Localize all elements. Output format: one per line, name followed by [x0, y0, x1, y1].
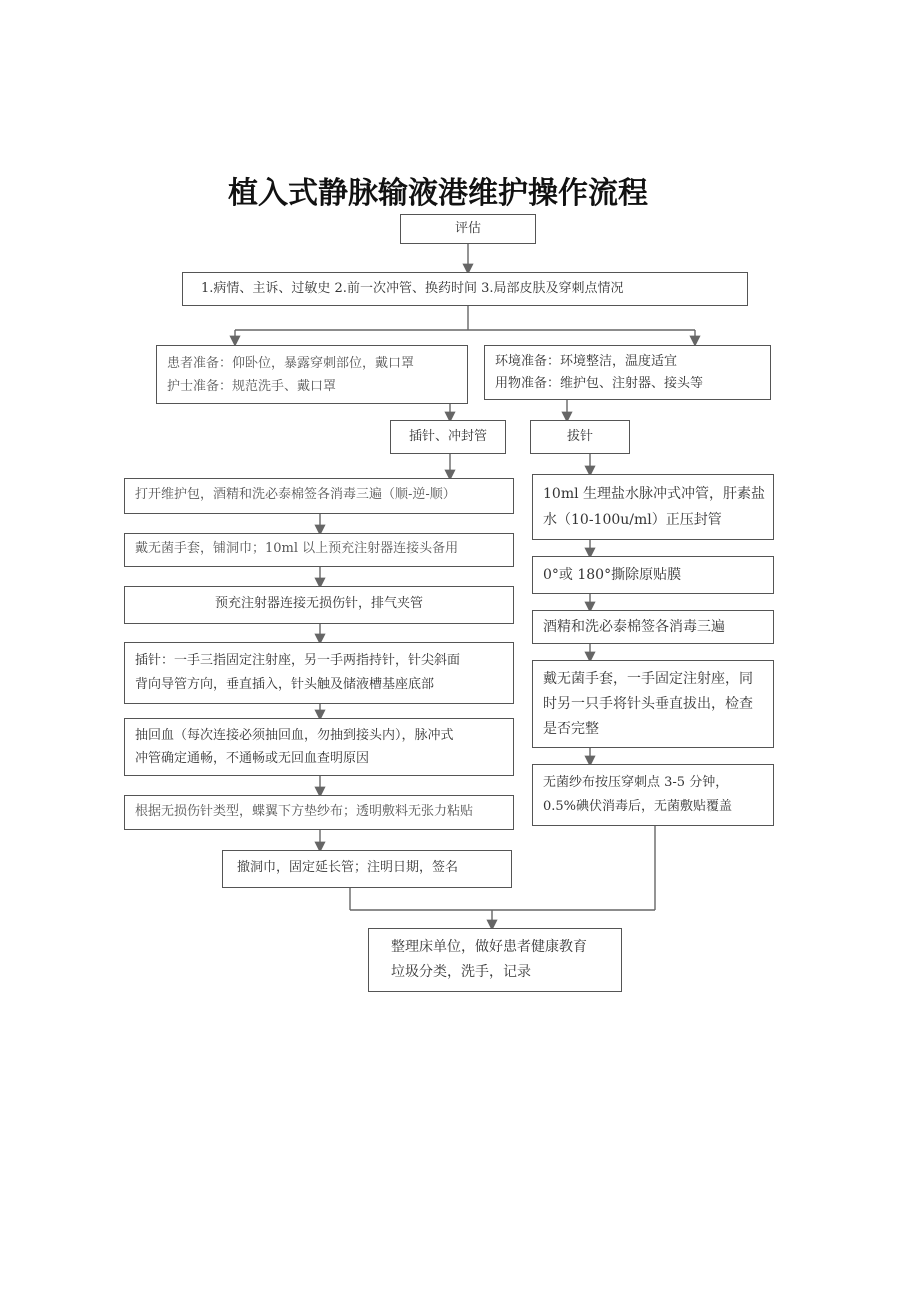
- branch-insert-box: [390, 420, 506, 454]
- final-line1: 整理床单位，做好患者健康教育: [391, 939, 587, 955]
- supply-prep-text: 用物准备：维护包、注射器、接头等: [495, 376, 704, 391]
- right-step-3-text: 酒精和洗必泰棉签各消毒三遍: [543, 619, 725, 635]
- right-step-4-line3: 是否完整: [543, 721, 599, 737]
- assess-box: [400, 214, 536, 244]
- env-prep-text: 环境准备：环境整洁，温度适宜: [495, 354, 678, 369]
- right-step-4: [532, 660, 774, 748]
- left-step-1-text: 打开维护包，酒精和洗必泰棉签各消毒三遍（顺-逆-顺）: [135, 487, 456, 502]
- right-step-4-line1: 戴无菌手套，一手固定注射座，同: [543, 671, 753, 687]
- right-step-5-line2: 0.5%碘伏消毒后，无菌敷贴覆盖: [543, 799, 733, 814]
- assess-items-text: 1.病情、主诉、过敏史 2.前一次冲管、换药时间 3.局部皮肤及穿刺点情况: [201, 281, 624, 296]
- right-step-1-line1: 10ml 生理盐水脉冲式冲管，肝素盐: [543, 486, 766, 502]
- left-step-4-line1: 插针：一手三指固定注射座，另一手两指持针，针尖斜面: [135, 653, 461, 668]
- left-step-4: [124, 642, 514, 704]
- left-step-3: [124, 586, 514, 624]
- left-step-7: [222, 850, 512, 888]
- left-step-3-text: 预充注射器连接无损伤针，排气夹管: [214, 596, 423, 611]
- prep-left-box: [156, 345, 468, 404]
- final-line2: 垃圾分类，洗手，记录: [391, 964, 531, 980]
- left-step-4-line2: 背向导管方向，垂直插入，针头触及储液槽基座底部: [135, 677, 435, 692]
- nurse-prep-text: 护士准备：规范洗手、戴口罩: [167, 379, 337, 394]
- right-step-4-line2: 时另一只手将针头垂直拔出，检查: [543, 696, 753, 712]
- left-step-5-line2: 冲管确定通畅，不通畅或无回血查明原因: [135, 751, 370, 766]
- left-step-5: [124, 718, 514, 776]
- right-step-3: [532, 610, 774, 644]
- page-title: 植入式静脉输液港维护操作流程: [228, 176, 648, 211]
- branch-remove-label: 拔针: [566, 429, 593, 444]
- branch-insert-label: 插针、冲封管: [408, 429, 487, 444]
- left-step-2: [124, 533, 514, 567]
- branch-remove-box: [530, 420, 630, 454]
- left-step-5-line1: 抽回血（每次连接必须抽回血，勿抽到接头内），脉冲式: [135, 728, 454, 743]
- assess-label: 评估: [454, 221, 481, 236]
- patient-prep-text: 患者准备：仰卧位，暴露穿刺部位，戴口罩: [167, 356, 415, 371]
- left-step-6-text: 根据无损伤针类型，蝶翼下方垫纱布；透明敷料无张力粘贴: [135, 804, 474, 819]
- right-step-2-text: 0°或 180°撕除原贴膜: [543, 567, 682, 583]
- right-step-2: [532, 556, 774, 594]
- left-step-6: [124, 795, 514, 830]
- left-step-2-text: 戴无菌手套，铺洞巾；10ml 以上预充注射器连接头备用: [135, 541, 459, 556]
- final-step: [368, 928, 622, 992]
- right-step-5: [532, 764, 774, 826]
- prep-right-box: [484, 345, 771, 400]
- left-step-1: [124, 478, 514, 514]
- left-step-7-text: 撤洞巾，固定延长管；注明日期，签名: [237, 860, 459, 875]
- right-step-5-line1: 无菌纱布按压穿刺点 3-5 分钟，: [543, 775, 729, 790]
- right-step-1-line2: 水（10-100u/ml）正压封管: [543, 512, 722, 528]
- right-step-1: [532, 474, 774, 540]
- assess-items-box: [182, 272, 748, 306]
